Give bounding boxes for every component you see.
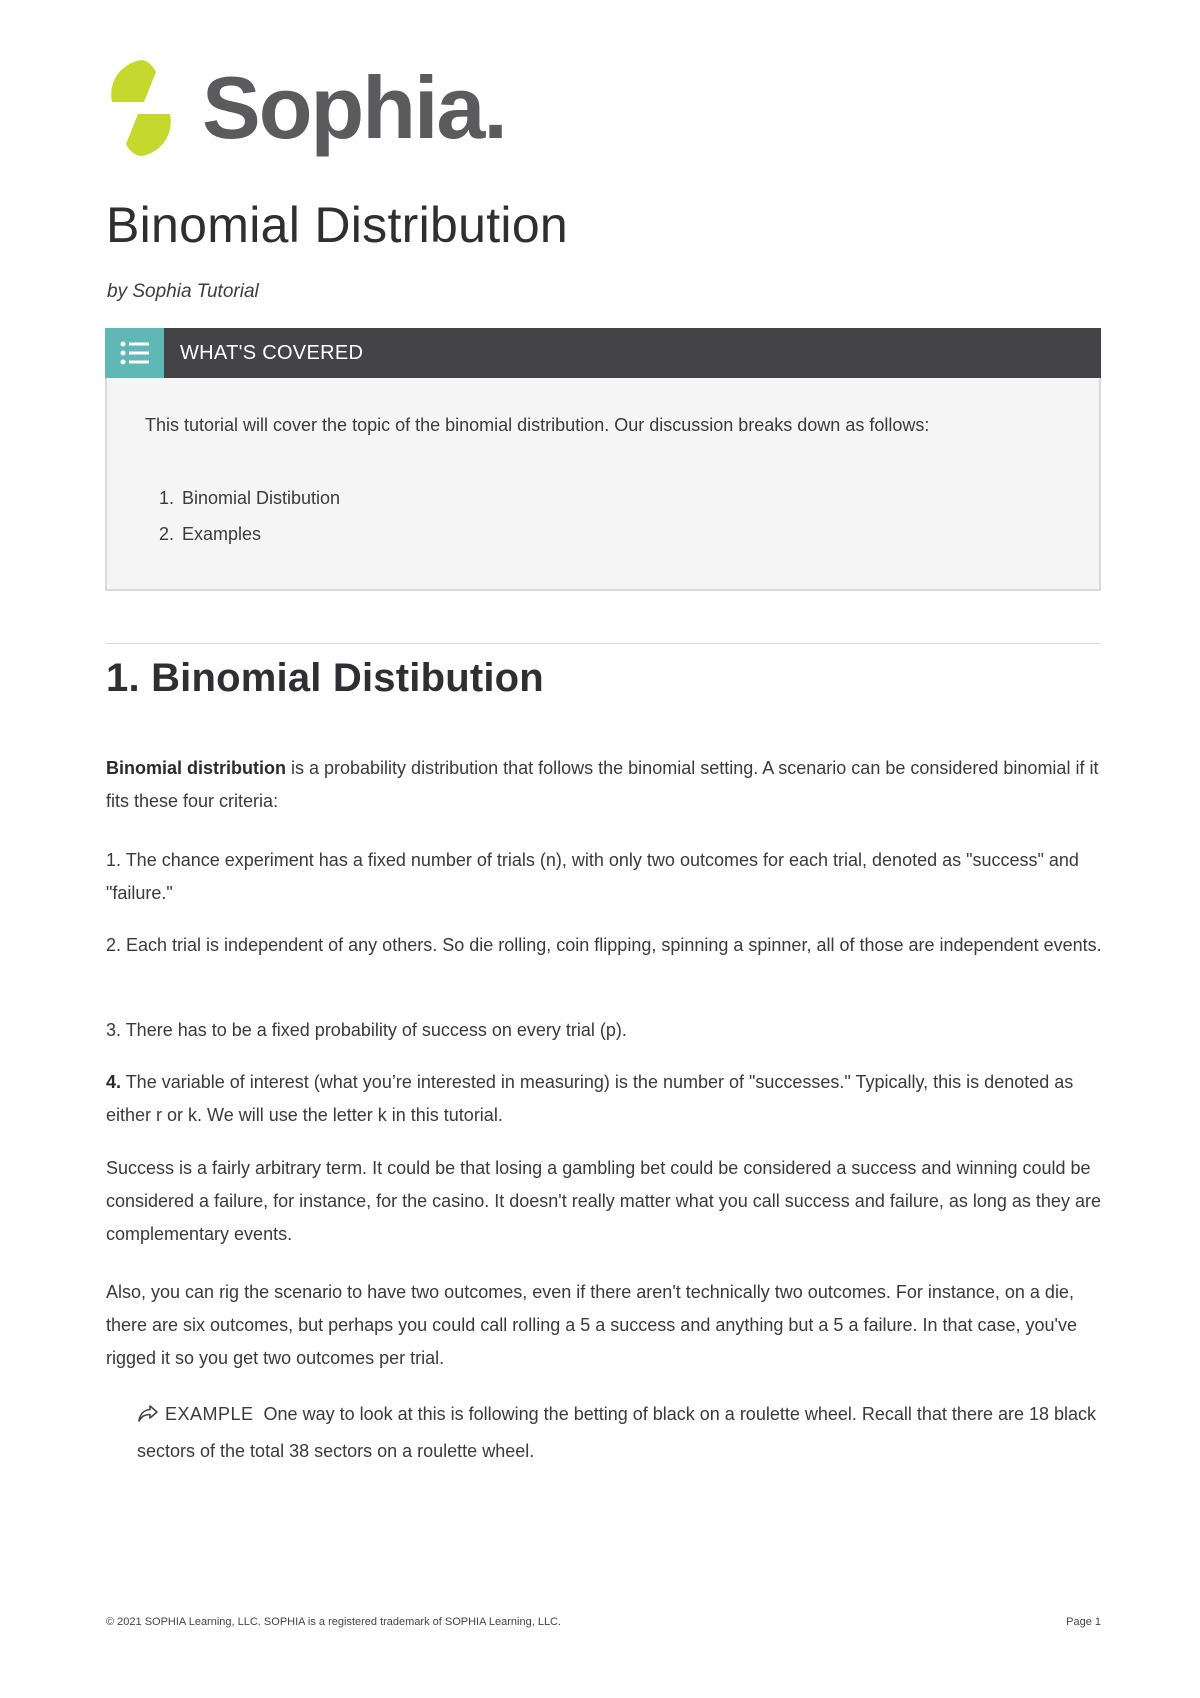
whats-covered-body: [105, 378, 1101, 591]
whats-covered-title: WHAT'S COVERED: [180, 341, 364, 364]
sophia-logo-mark-icon: [104, 56, 178, 160]
footer-copyright: © 2021 SOPHIA Learning, LLC. SOPHIA is a registered trademark of SOPHIA Learning, LLC.: [106, 1616, 562, 1628]
whats-covered-box: [105, 328, 1101, 591]
page-title: Binomial Distribution: [106, 197, 569, 253]
sophia-wordmark: Sophia.: [202, 58, 506, 157]
example-label: EXAMPLE: [165, 1404, 254, 1424]
criterion-1: 1. The chance experiment has a fixed number of trials (n), with only two outcomes for each trial, denoted as "success" and "failure.": [106, 850, 1079, 903]
whats-covered-header: [105, 328, 1101, 378]
page-number: Page 1: [1066, 1616, 1101, 1628]
share-arrow-icon: [137, 1402, 159, 1435]
list-item: 1. Binomial Distibution: [158, 488, 341, 508]
example-callout: [137, 1398, 1097, 1468]
criterion-4: 4. The variable of interest (what you’re interested in measuring) is the number of "successes." Typically, this is denoted as either r or k. We will use the letter k in this tutorial.: [106, 1072, 1074, 1125]
definition-paragraph: Binomial distribution is a probability distribution that follows the binomial setting. A scenario can be considered binomial if it fits these four criteria:: [106, 758, 1099, 811]
whats-covered-list: [145, 480, 1061, 552]
criterion-3: 3. There has to be a fixed probability of success on every trial (p).: [106, 1020, 627, 1040]
sophia-logo: [104, 56, 506, 160]
section-divider: [106, 643, 1101, 644]
list-icon: [105, 328, 164, 378]
criterion-2: 2. Each trial is independent of any others. So die rolling, coin flipping, spinning a spinner, all of those are independent events.: [106, 935, 1102, 955]
section-heading: 1. Binomial Distibution: [106, 656, 544, 700]
term-binomial-distribution: Binomial distribution: [106, 758, 286, 778]
byline: by Sophia Tutorial: [107, 281, 259, 302]
success-paragraph: Success is a fairly arbitrary term. It could be that losing a gambling bet could be considered a success and winning could be considered a failure, for instance, for the casino. It doesn't really matter what you call success and failure, as long as they are complementary events.: [106, 1158, 1101, 1244]
whats-covered-intro: This tutorial will cover the topic of the binomial distribution. Our discussion breaks down as follows:: [145, 415, 930, 435]
example-text: One way to look at this is following the betting of black on a roulette wheel. Recall that there are 18 black sectors of the total 38 sectors on a roulette wheel.: [137, 1404, 1097, 1461]
rig-scenario-paragraph: Also, you can rig the scenario to have two outcomes, even if there aren't technically two outcomes. For instance, on a die, there are six outcomes, but perhaps you could call rolling a 5 a success and anything but a 5 a failure. In that case, you've rigged it so you get two outcomes per trial.: [106, 1282, 1078, 1368]
list-item: 2. Examples: [158, 524, 262, 544]
